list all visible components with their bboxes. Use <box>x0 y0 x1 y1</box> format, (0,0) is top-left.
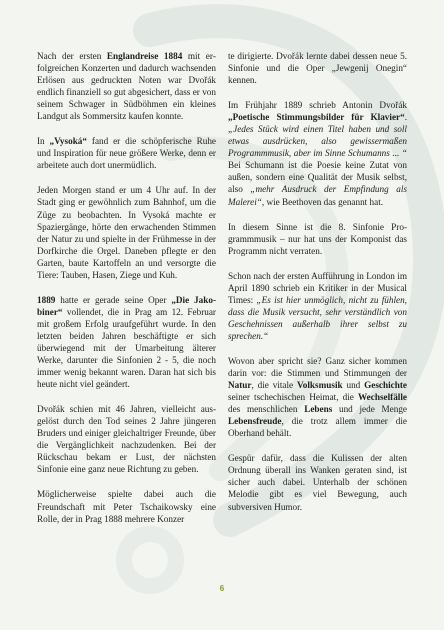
right-column <box>228 50 407 526</box>
paragraph: Nach der ersten Englandreise 1884 mit erfolgreichen Konzerten und dadurch wachsenden Erlösen aus gedruckten Noten war Dvořák endlich finanziell so gut abgesichert, dass er von seinem Schwager in Südböhmen ein kleines Landgut als Sommersitz kaufen konnte. <box>37 51 216 122</box>
paragraph: Dvořák schien mit 46 Jahren, vielleicht ausgelöst durch den Tod seines 2 Jahre jüngeren Bruders und einiger gleichaltriger Freunde, über die Vergänglichkeit nachzudenken. Bei der Rückschau bekam er Lust, der nächsten Sinfonie eine ganz neue Richtung zu geben. <box>37 404 216 475</box>
paragraph: Im Frühjahr 1889 schrieb Antonin Dvořák „Poetische Stimmungsbilder für Klavier“. „Jedes Stück wird einen Titel haben und soll etwas ausdrücken, also gewissermaßen Programmmusik, aber im Sinne Schumanns ... “ Bei Schumann ist die Poesie keine Zutat von außen, sondern eine Qualität der Musik selbst, also „mehr Ausdruck der Empfindung als Malerei“, wie Beethoven das genannt hat. <box>228 100 407 207</box>
paragraph: Wovon aber spricht sie? Ganz sicher kommen darin vor: die Stimmen und Stimmungen der Natur, die vitale Volksmusik und Geschichte seiner tschechischen Heimat, die Wechselfälle des menschlichen Lebens und jede Menge Lebensfreude, die trotz allem immer die Oberhand behält. <box>228 355 407 439</box>
paragraph: 1889 hatte er gerade seine Oper „Die Jakobiner“ vollendet, die in Prag am 12. Februar mit großem Erfolg uraufgeführt wurde. In den letzten beiden Jahren beschäftigte er sich überwiegend mit der Umarbeitung älterer Werke, darunter die Sinfonien 2 - 5, die noch immer wenig bekannt waren. Daran hat sich bis heute nicht viel geändert. <box>37 294 217 390</box>
paragraph: Schon nach der ersten Aufführung in London im April 1890 schrieb ein Kritiker in der Musical Times: „Es ist hier unmöglich, nicht zu fühlen, dass die Musik versucht, sehr verständlich von Geschehnissen außerhalb ihrer selbst zu sprechen.“ <box>228 270 407 341</box>
left-column <box>37 50 216 538</box>
watermark-note-head <box>124 534 176 586</box>
paragraph: In „Vysoká“ fand er die schöpferische Ruhe und Inspiration für neue größere Werke, denn er arbeitete auch dort unermüdlich. <box>37 136 217 171</box>
paragraph: In diesem Sinne ist die 8. Sinfonie Programmmusik – nur hat uns der Komponist das Programm nicht verraten. <box>228 221 407 256</box>
paragraph: te dirigierte. Dvořák lernte dabei dessen neue 5. Sinfonie und die Oper „Jewgenij Onegin“ kennen. <box>228 51 407 86</box>
page-number: 6 <box>219 584 225 593</box>
paragraph: Jeden Morgen stand er um 4 Uhr auf. In der Stadt ging er gewöhnlich zum Bahnhof, um die Züge zu beobachten. In Vysoká machte er Spaziergänge, hörte den erwachenden Stimmen der Natur zu und spielte in der Frühmesse in der Dorfkirche die Orgel. Daneben pflegte er den Garten, baute Kartoffeln an und versorgte die Tiere: Tauben, Hasen, Ziege und Kuh. <box>37 185 216 280</box>
paragraph: Möglicherweise spielte dabei auch die Freundschaft mit Peter Tschaikowsky eine Rolle, der in Prag 1888 mehrere Konzer <box>37 489 216 524</box>
paragraph: Gespür dafür, dass die Kulissen der alten Ordnung überall ins Wanken geraten sind, ist sicher auch dabei. Unterhalb der schönen Melodie gibt es viel Bewegung, auch subversiven Humor. <box>228 453 407 512</box>
